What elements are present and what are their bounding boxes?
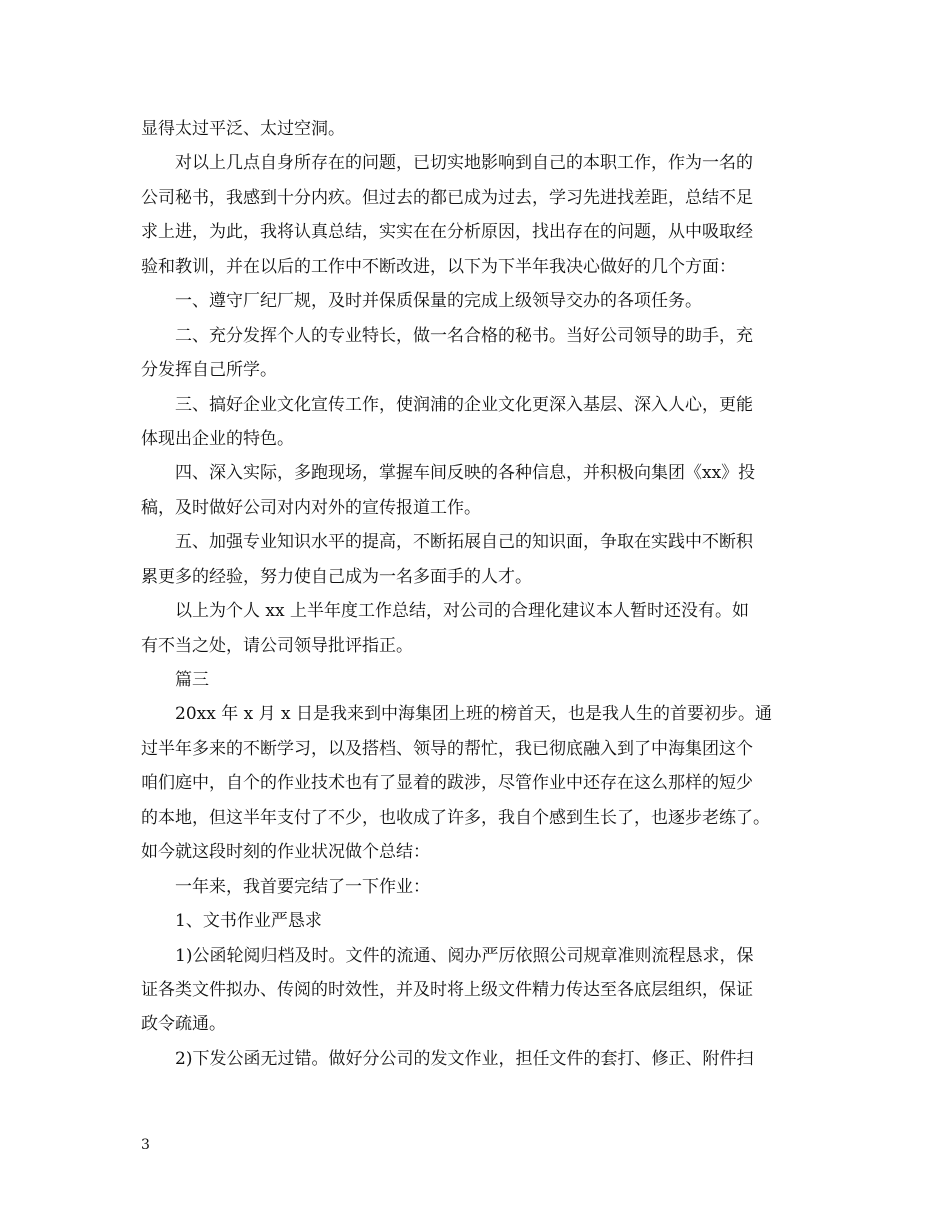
- text-line: 累更多的经验，努力使自己成为一名多面手的人才。: [141, 566, 532, 587]
- text-line: 显得太过平泛、太过空洞。: [141, 119, 345, 139]
- text-line: 公司秘书，我感到十分内疚。但过去的都已成为过去，学习先进找差距，总结不足: [141, 187, 753, 208]
- text-line: 三、搞好企业文化宣传工作，使润浦的企业文化更深入基层、深入人心，更能: [175, 394, 753, 415]
- page-number: 3: [141, 1137, 150, 1153]
- text-line: 体现出企业的特色。: [141, 428, 294, 449]
- text-line: 分发挥自己所学。: [141, 360, 277, 381]
- text-line: 篇三: [175, 670, 209, 690]
- text-line: 对以上几点自身所存在的问题，已切实地影响到自己的本职工作，作为一名的: [175, 153, 753, 174]
- text-line: 五、加强专业知识水平的提高，不断拓展自己的知识面，争取在实践中不断积: [175, 532, 753, 553]
- text-line: 1)公函轮阅归档及时。文件的流通、阅办严厉依照公司规章准则流程恳求，保: [175, 945, 754, 966]
- text-line: 证各类文件拟办、传阅的时效性，并及时将上级文件精力传达至各底层组织，保证: [141, 979, 753, 1000]
- text-line: 1、文书作业严恳求: [175, 911, 322, 932]
- text-line: 咱们庭中，自个的作业技术也有了显着的跋涉，尽管作业中还存在这么那样的短少: [141, 773, 753, 794]
- text-line: 稿，及时做好公司对内对外的宣传报道工作。: [141, 497, 481, 518]
- text-line: 求上进，为此，我将认真总结，实实在在分析原因，找出存在的问题，从中吸取经: [141, 222, 753, 243]
- text-line: 的本地，但这半年支付了不少，也收成了许多，我自个感到生长了，也逐步老练了。: [141, 807, 770, 828]
- text-line: 验和教训，并在以后的工作中不断改进，以下为下半年我决心做好的几个方面：: [141, 256, 736, 277]
- text-line: 政令疏通。: [141, 1014, 226, 1035]
- document-body: [141, 112, 811, 1076]
- text-line: 以上为个人 xx 上半年度工作总结，对公司的合理化建议本人暂时还没有。如: [175, 601, 749, 622]
- text-line: 有不当之处，请公司领导批评指正。: [141, 635, 413, 656]
- text-line: 如今就这段时刻的作业状况做个总结：: [141, 842, 430, 863]
- text-line: 过半年多来的不断学习，以及搭档、领导的帮忙，我已彻底融入到了中海集团这个: [141, 738, 753, 759]
- text-line: 20xx 年 x 月 x 日是我来到中海集团上班的榜首天，也是我人生的首要初步。通: [175, 704, 772, 725]
- text-line: 一年来，我首要完结了一下作业：: [175, 876, 430, 897]
- text-line: 四、深入实际，多跑现场，掌握车间反映的各种信息，并积极向集团《xx》投: [175, 463, 756, 484]
- text-line: 2)下发公函无过错。做好分公司的发文作业，担任文件的套打、修正、附件扫: [175, 1048, 754, 1069]
- text-line: 二、充分发挥个人的专业特长，做一名合格的秘书。当好公司领导的助手，充: [175, 325, 753, 346]
- text-line: 一、遵守厂纪厂规，及时并保质保量的完成上级领导交办的各项任务。: [175, 291, 702, 312]
